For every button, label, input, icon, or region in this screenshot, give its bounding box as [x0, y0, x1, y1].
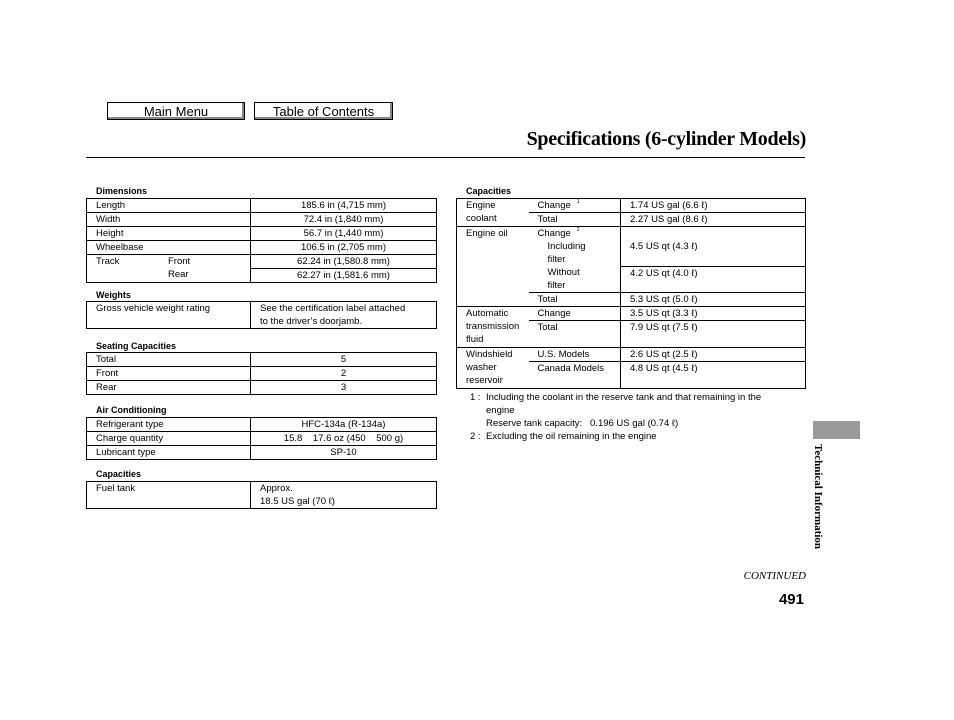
value-seat-total: 5 [251, 353, 437, 367]
value-track-front: 62.24 in (1,580.8 mm) [251, 255, 436, 269]
title-rule [86, 157, 805, 158]
capacities-left-heading: Capacities [96, 469, 142, 479]
label-coolant: Engine coolant [457, 199, 529, 227]
label-engine-oil: Engine oil [457, 227, 529, 307]
section-tab [813, 421, 860, 439]
oil-without-value: 4.2 US qt (4.0 ℓ) [621, 266, 806, 293]
label-height: Height [87, 227, 251, 241]
atf-change-value: 3.5 US qt (3.3 ℓ) [621, 307, 806, 321]
ac-table [86, 417, 437, 460]
continued-label: CONTINUED [743, 570, 806, 582]
value-width: 72.4 in (1,840 mm) [251, 213, 437, 227]
atf-total-value: 7.9 US qt (7.5 ℓ) [621, 321, 806, 348]
value-charge: 15.8 17.6 oz (450 500 g) [251, 432, 437, 446]
table-row [87, 199, 437, 213]
main-menu-button[interactable]: Main Menu [107, 102, 245, 120]
dimensions-heading: Dimensions [96, 186, 148, 196]
value-track-rear: 62.27 in (1,581.6 mm) [297, 270, 390, 281]
label-seat-front: Front [87, 367, 251, 381]
capacities-right-heading: Capacities [466, 186, 512, 196]
seating-heading: Seating Capacities [96, 341, 177, 351]
atf-change-label: Change [529, 307, 621, 321]
value-length: 185.6 in (4,715 mm) [251, 199, 437, 213]
section-tab-label: Technical Information [812, 444, 824, 550]
table-row [87, 418, 437, 432]
weights-heading: Weights [96, 290, 131, 300]
label-length: Length [87, 199, 251, 213]
page-number: 491 [778, 591, 804, 608]
value-gvwr: See the certification label attached to the driver’s doorjamb. [251, 302, 437, 329]
table-row [87, 367, 437, 381]
value-wheelbase: 106.5 in (2,705 mm) [251, 241, 437, 255]
washer-us-value: 2.6 US qt (2.5 ℓ) [621, 348, 806, 362]
oil-including-value: 4.5 US qt (4.3 ℓ) [621, 227, 806, 267]
table-row [457, 199, 806, 213]
table-row [87, 213, 437, 227]
fuel-table [86, 481, 437, 509]
coolant-change-label: Change $^1$ [529, 199, 621, 213]
washer-canada-label: Canada Models [529, 362, 621, 389]
track-label: Track [96, 256, 120, 267]
label-wheelbase: Wheelbase [87, 241, 251, 255]
label-track [87, 255, 251, 283]
value-lubricant: SP-10 [251, 446, 437, 460]
label-width: Width [87, 213, 251, 227]
value-seat-rear: 3 [251, 381, 437, 395]
table-row [87, 241, 437, 255]
table-row [87, 381, 437, 395]
oil-total-value: 5.3 US qt (5.0 ℓ) [621, 293, 806, 307]
value-seat-front: 2 [251, 367, 437, 381]
table-of-contents-button[interactable]: Table of Contents [254, 102, 393, 120]
oil-total-label: Total [529, 293, 621, 307]
page-title: Specifications (6-cylinder Models) [526, 128, 806, 150]
label-seat-rear: Rear [87, 381, 251, 395]
dimensions-table [86, 198, 437, 283]
label-charge: Charge quantity [87, 432, 251, 446]
washer-us-label: U.S. Models [529, 348, 621, 362]
footnotes [470, 391, 810, 443]
label-refrigerant: Refrigerant type [87, 418, 251, 432]
value-refrigerant: HFC-134a (R-134a) [251, 418, 437, 432]
label-atf: Automatic transmission fluid [457, 307, 529, 348]
value-fuel-tank: Approx. 18.5 US gal (70 ℓ) [251, 482, 437, 509]
atf-total-label: Total [529, 321, 621, 348]
label-gvwr: Gross vehicle weight rating [87, 302, 251, 329]
coolant-total-value: 2.27 US gal (8.6 ℓ) [621, 213, 806, 227]
table-row [87, 446, 437, 460]
oil-without-label: Without filter [529, 266, 621, 293]
table-row [87, 227, 437, 241]
footnote-1: 1 : Including the coolant in the reserve tank and that remaining in the engine Reserve tank capacity: 0.196 US gal (0.74 ℓ) [470, 392, 762, 429]
table-row [457, 307, 806, 321]
track-rear-label: Rear [168, 269, 189, 280]
footnote-2: 2 : Excluding the oil remaining in the engine [470, 431, 657, 442]
ac-heading: Air Conditioning [96, 405, 167, 415]
table-row [87, 432, 437, 446]
table-row [87, 302, 437, 329]
table-row [87, 255, 437, 283]
label-seat-total: Total [87, 353, 251, 367]
label-washer: Windshield washer reservoir [457, 348, 529, 389]
table-row [457, 348, 806, 362]
table-row [87, 482, 437, 509]
table-row [87, 353, 437, 367]
washer-canada-value: 4.8 US qt (4.5 ℓ) [621, 362, 806, 389]
table-row [457, 227, 806, 267]
capacities-table [456, 198, 806, 389]
coolant-change-value: 1.74 US gal (6.6 ℓ) [621, 199, 806, 213]
label-fuel-tank: Fuel tank [87, 482, 251, 509]
weights-table [86, 301, 437, 329]
track-front-label: Front [168, 256, 191, 267]
oil-change-label: Change $^2$ Including filter [529, 227, 621, 267]
coolant-total-label: Total [529, 213, 621, 227]
value-height: 56.7 in (1,440 mm) [251, 227, 437, 241]
label-lubricant: Lubricant type [87, 446, 251, 460]
seating-table [86, 352, 437, 395]
